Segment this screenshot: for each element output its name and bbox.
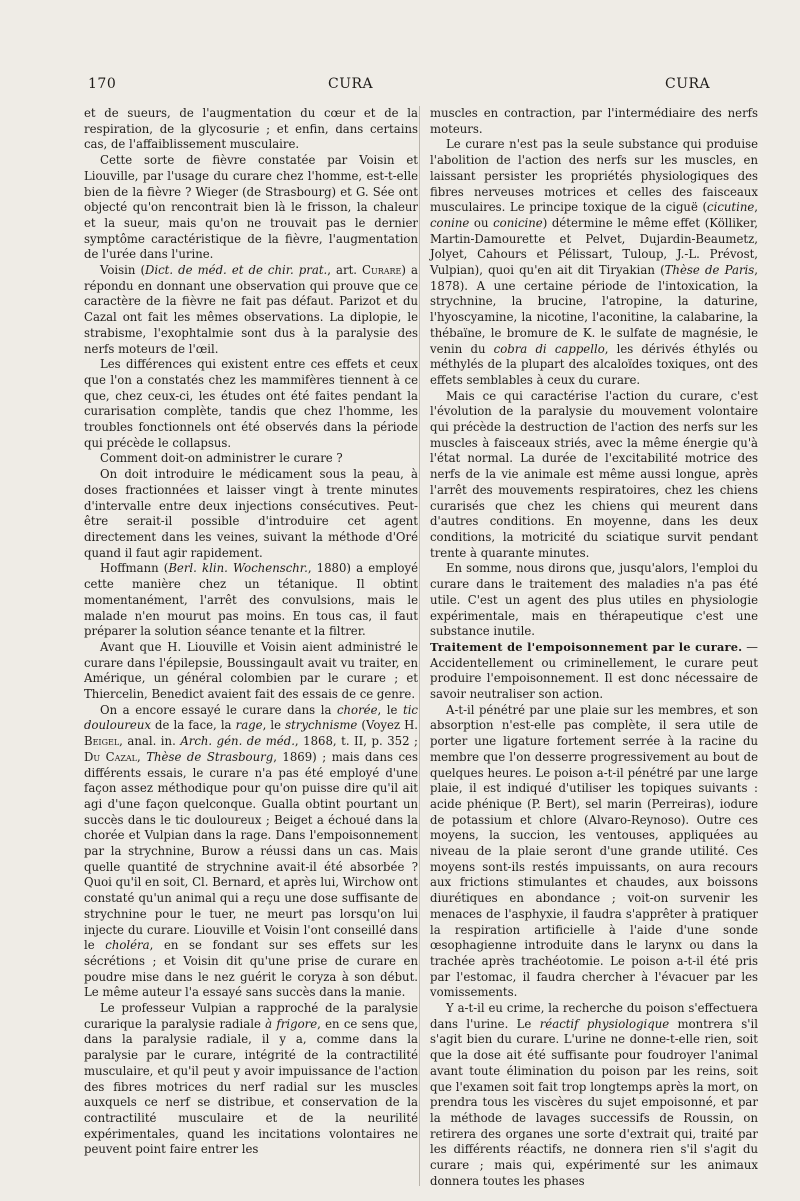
paragraph — [84, 561, 418, 640]
text-run: Le professeur Vulpian a rapproché de la paralysie curarique la paralysie radiale — [84, 1001, 418, 1031]
text-run: ou — [469, 215, 494, 230]
citation: Thèse de Strasbourg — [146, 749, 274, 764]
text-run: Voisin ( — [100, 263, 146, 278]
italic-term: choléra — [105, 938, 150, 953]
text-run: , anal. in. — [119, 734, 181, 749]
italic-term: conine — [430, 215, 470, 230]
text-run: ) a répondu en donnant une observation qui prouve que ce caractère de la fièvre ne fait pas défaut. Parizot et du Cazal ont fait les mêmes observations. La diplopie, le strabisme, l'exophtalmie sont dus à la paralysie des nerfs moteurs de l'œil. — [84, 263, 418, 356]
text-run: , les dérivés éthylés ou méthylés de la plupart des alcaloïdes toxiques, ont des effets semblables à ceux du curare. — [430, 341, 758, 387]
page-number: 170 — [88, 76, 117, 92]
italic-term: réactif physiologique — [539, 1016, 670, 1031]
text-run: , en se fondant sur ses effets sur les sécrétions ; et Voisin dit qu'une prise de curare en poudre mise dans le nez guérit le coryza à son début. Le même auteur l'a essayé sans succès dans la manie. — [84, 938, 418, 1000]
text-run: Hoffmann ( — [100, 561, 169, 576]
paragraph: et de sueurs, de l'augmentation du cœur et de la respiration, de la glycosurie ; et enfin, dans certains cas, de l'affaiblissement musculaire. — [84, 106, 418, 152]
paragraph: Mais ce qui caractérise l'action du curare, c'est l'évolution de la paralysie du mouvement volontaire qui précède la destruction de l'action des nerfs sur les muscles à faisceaux striés, avec la même énergie qu'à l'état normal. La durée de l'excitabilité motrice des nerfs de la vie animale est même aussi longue, après l'arrêt des mouvements respiratoires, chez les chiens curarisés que chez les chiens qui meurent dans d'autres conditions. En moyenne, dans les deux conditions, la motricité du sciatique survit pendant trente à quarante minutes. — [430, 388, 758, 560]
section-run-in-heading: Traitement de l'empoisonnement par le curare. — [430, 639, 743, 654]
text-run: , en ce sens que, dans la paralysie radiale, il y a, comme dans la paralysie par le curare, intégrité de la contractilité musculaire, et qu'il peut y avoir impuissance de l'action des fibres motrices du nerf radial sur les muscles auxquels ce nerf se distribue, et conservation de la contractilité musculaire et de la neurilité expérimentales, quand les incitations volontaires ne peuvent point faire entrer les — [84, 1016, 418, 1157]
paragraph: Avant que H. Liouville et Voisin aient administré le curare dans l'épilepsie, Boussingault avait vu traiter, en Amérique, un général colombien par le curare ; et Thiercelin, Benedict avaient fait des essais de ce genre. — [84, 639, 418, 702]
paragraph — [84, 703, 418, 1001]
paragraph: A-t-il pénétré par une plaie sur les membres, et son absorption n'est-elle pas complète, il sera utile de porter une ligature fortement serrée à la racine du membre que l'on desserre progressivement au bout de quelques heures. Le poison a-t-il pénétré par une large plaie, il est indiqué d'utiliser les topiques suivants : acide phénique (P. Bert), sel marin (Perreiras), iodure de potassium et chlore (Alvaro-Reynoso). Outre ces moyens, la succion, les ventouses, appliquées au niveau de la plaie seront d'une grande utilité. Ces moyens sont-ils restés impuissants, on aura recours aux frictions stimulantes et chaudes, aux boissons diurétiques en abondance ; voit-on survenir les menaces de l'asphyxie, il faudra s'apprêter à pratiquer la respiration artificielle à l'aide d'une sonde œsophagienne introduite dans le larynx ou dans la trachée après trachéotomie. Le poison a-t-il été pris par l'estomac, il faudra chercher à l'évacuer par les vomissements. — [430, 702, 758, 1000]
text-run: , 1880) a employé cette manière chez un tétanique. Il obtint momentanément, l'arrêt des convulsions, mais le malade n'en mourut pas moins. En tous cas, il faut préparer la solution séance tenante et la filtrer. — [84, 561, 418, 639]
small-caps-term: Du Cazal — [84, 749, 137, 764]
paragraph: Cette sorte de fièvre constatée par Voisin et Liouville, par l'usage du curare chez l'homme, est-t-elle bien de la fièvre ? Wieger (de Strasbourg) et G. Sée ont objecté qu'on rencontrait bien là le frisson, la chaleur et la sueur, mais qu'on ne trouvait pas le dernier symptôme caractéristique de la fièvre, l'augmentation de l'urée dans l'urine. — [84, 153, 418, 262]
paragraph: Comment doit-on administrer le curare ? — [100, 451, 343, 466]
text-run: On a encore essayé le curare dans la — [100, 702, 337, 717]
paragraph: En somme, nous dirons que, jusqu'alors, l'emploi du curare dans le traitement des maladies n'a pas été utile. C'est un agent des plus utiles en physiologie expérimentale, mais en thérapeutique c'est une substance inutile. — [430, 561, 758, 639]
paragraph — [430, 640, 758, 703]
text-run: , art. — [327, 263, 363, 278]
page-header — [88, 76, 742, 98]
text-run: ) détermine le même effet (Kölliker, Martin-Damourette et Pelvet, Dujardin-Beaumetz, Jolyet, Cahours et Pélissart, Tuloup, J.-L. Prévost, Vulpian), quoi qu'en ait dit Tiryakian ( — [430, 215, 758, 278]
paragraph: muscles en contraction, par l'intermédiaire des nerfs moteurs. — [430, 106, 758, 136]
text-run: Y a-t-il eu crime, la recherche du poison s'effectuera dans l'urine. Le — [430, 1001, 758, 1031]
italic-term: tic douloureux — [84, 702, 418, 733]
citation: Thèse de Paris — [664, 263, 755, 278]
text-run: , — [137, 749, 147, 764]
italic-term: strychnisme — [285, 718, 358, 733]
text-run: montrera s'il s'agit bien du curare. L'urine ne donne-t-elle rien, soit que la dose ait été suffisante pour foudroyer l'animal avant toute élimination du poison par les reins, soit que l'examen soit fait trop longtemps après la mort, on prendra tous les viscères du sujet empoisonné, et par la méthode de lavages successifs de Roussin, on retirera des organes une sorte d'extrait qui, traité par les différents réactifs, ne donnera rien s'il s'agit du curare ; mais qui, expérimenté sur les animaux donnera toutes les phases — [430, 1016, 758, 1188]
italic-term: à frigore — [265, 1016, 318, 1031]
small-caps-term: Curare — [362, 263, 402, 278]
text-run: , le — [262, 718, 286, 733]
text-run: , le — [377, 702, 403, 717]
small-caps-term: Beigel — [84, 734, 120, 749]
paragraph — [430, 137, 758, 388]
citation: Berl. klin. Wochenschr. — [168, 561, 308, 576]
text-run: — Accidentellement ou criminellement, le curare peut produire l'empoisonnement. Il est donc nécessaire de savoir neutraliser son action. — [430, 639, 758, 702]
paragraph — [84, 1001, 418, 1158]
text-run: , — [754, 200, 758, 215]
left-column — [84, 106, 418, 1158]
paragraph: Les différences qui existent entre ces effets et ceux que l'on a constatés chez les mammifères tiennent à ce que, chez ceux-ci, les études ont été faites pendant la curarisation complète, tandis que chez l'homme, les troubles fonctionnels ont été observés dans la période qui précède le collapsus. — [84, 357, 418, 450]
citation: Dict. de méd. et de chir. prat. — [145, 263, 328, 278]
text-run: , 1878). A une certaine période de l'intoxication, la strychnine, la brucine, l'atropine, la daturine, l'hyoscyamine, la nicotine, l'aconitine, la calabarine, la thébaïne, le bromure de K. le sulfate de magnésie, le venin du — [430, 263, 758, 356]
italic-term: chorée — [336, 702, 378, 717]
text-run: (Voyez H. — [357, 718, 419, 733]
paragraph — [84, 263, 418, 357]
paragraph — [430, 1001, 758, 1189]
text-run: , 1868, t. II, p. 352 ; — [294, 734, 418, 749]
running-title-left: CURA — [328, 76, 374, 92]
column-divider — [419, 106, 420, 1186]
text-run: , 1869) ; mais dans ces différents essais, le curare n'a pas été employé d'une façon assez méthodique pour qu'on puisse dire qu'il ait agi d'une façon quelconque. Gualla obtint pourtant un succès dans le tic douloureux ; Beiget a échoué dans la chorée et Vulpian dans la rage. Dans l'empoisonnement par la strychnine, Burow a réussi dans un cas. Mais quelle quantité de strychnine avait-il été absorbée ? Quoi qu'il en soit, Cl. Bernard, et après lui, Wirchow ont constaté qu'un animal qui a reçu une dose suffisante de strychnine pour le tuer, ne meurt pas lorsqu'on lui injecte du curare. Liouville et Voisin l'ont conseillé dans le — [84, 749, 418, 953]
italic-term: cicutine — [707, 200, 755, 215]
paragraph: On doit introduire le médicament sous la peau, à doses fractionnées et laisser vingt à trente minutes d'intervalle entre deux injections consécutives. Peut-être serait-il possible d'introduire cet agent directement dans les veines, suivant la méthode d'Oré quand il faut agir rapidement. — [84, 467, 418, 560]
italic-term: rage — [235, 718, 263, 733]
running-title-right: CURA — [665, 76, 711, 92]
italic-term: conicine — [493, 215, 543, 230]
citation: Arch. gén. de méd. — [180, 734, 295, 749]
text-run: Le curare n'est pas la seule substance qui produise l'abolition de l'action des nerfs sur les muscles, en laissant persister les propriétés physiologiques des fibres nerveuses motrices et celles des faisceaux musculaires. Le principe toxique de la ciguë ( — [430, 137, 758, 215]
right-column — [430, 106, 758, 1190]
italic-term: cobra di cappello — [493, 341, 605, 356]
text-run: de la face, la — [150, 718, 236, 733]
